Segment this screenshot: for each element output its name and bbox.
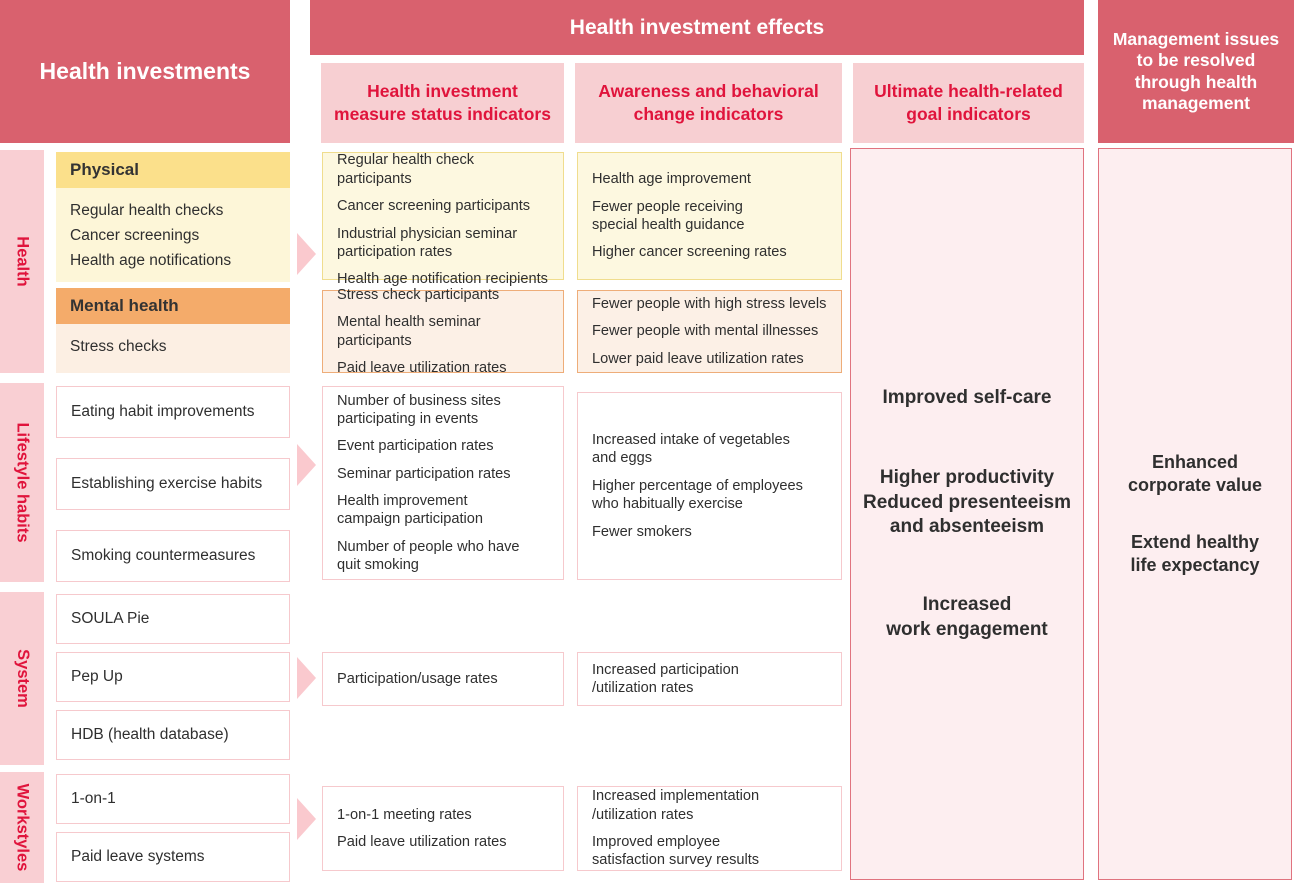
category-head-physical	[56, 152, 290, 188]
row-label-lifestyle-habits	[0, 383, 44, 582]
indicator-text: Health improvement campaign participation	[337, 493, 484, 528]
indicator-text: Event participation rates	[337, 438, 494, 455]
indicator-text: Higher percentage of employees who habitually exercise	[592, 477, 803, 513]
row-label-system	[0, 592, 44, 765]
indicator-text: Paid leave utilization rates	[337, 834, 507, 850]
investment-card-pep-up[interactable]	[56, 652, 290, 702]
investment-card-one-on-one[interactable]	[56, 774, 290, 824]
measure-box-system	[322, 652, 564, 706]
awareness-box-workstyles	[577, 786, 842, 871]
awareness-box-system	[577, 652, 842, 706]
investment-card-eating-habits[interactable]	[56, 386, 290, 438]
investment-card-label: Establishing exercise habits	[71, 475, 263, 492]
investment-card-label: SOULA Pie	[71, 610, 150, 627]
indicator-text: Stress check participants	[337, 286, 500, 303]
header-awareness-change-indicators-label: Awareness and behavioral change indicators	[598, 81, 819, 124]
goal-block: Increased work engagement	[886, 594, 1048, 640]
investment-item: Stress checks	[70, 338, 167, 355]
management-issues-panel	[1098, 148, 1292, 880]
investment-card-label: Smoking countermeasures	[71, 547, 256, 564]
indicator-text: Fewer smokers	[592, 523, 692, 540]
arrow-right-icon-health	[297, 233, 316, 275]
awareness-box-lifestyle	[577, 392, 842, 580]
investment-card-exercise-habits[interactable]	[56, 458, 290, 510]
category-body-mental-health	[56, 324, 290, 373]
indicator-text: Higher cancer screening rates	[592, 244, 787, 261]
header-ultimate-goal-indicators	[853, 63, 1084, 143]
indicator-text: Fewer people with high stress levels	[592, 295, 827, 312]
indicator-text: Improved employee satisfaction survey results	[592, 834, 760, 869]
header-measure-status-indicators-label: Health investment measure status indicators	[334, 81, 551, 124]
indicator-text: Industrial physician seminar participation rates	[337, 225, 518, 260]
indicator-text: Fewer people receiving special health guidance	[592, 198, 745, 233]
header-health-investment-effects-label: Health investment effects	[569, 15, 825, 39]
indicator-text: Seminar participation rates	[337, 465, 511, 482]
indicator-text: Health age improvement	[592, 171, 751, 188]
header-health-investment-effects	[310, 0, 1084, 55]
indicator-text: Participation/usage rates	[337, 670, 498, 687]
indicator-text: Increased intake of vegetables and eggs	[592, 432, 790, 467]
category-body-physical	[56, 188, 290, 282]
arrow-right-icon-lifestyle	[297, 444, 316, 486]
category-head-mental-health-label: Mental health	[70, 296, 179, 315]
row-label-workstyles-text: Workstyles	[13, 783, 32, 872]
measure-box-lifestyle	[322, 386, 564, 580]
indicator-text: Regular health check participants	[337, 152, 475, 187]
goal-block: Improved self-care	[882, 387, 1052, 409]
investment-card-label: Eating habit improvements	[71, 403, 255, 420]
investment-item: Health age notifications	[70, 252, 232, 270]
goal-block: Higher productivity Reduced presenteeism and absenteeism	[862, 467, 1072, 537]
arrow-right-icon-system	[297, 657, 316, 699]
investment-item: Cancer screenings	[70, 227, 200, 245]
measure-box-mental	[322, 286, 564, 376]
indicator-text: Increased implementation /utilization rates	[592, 788, 760, 823]
indicator-text: Fewer people with mental illnesses	[592, 323, 819, 340]
investment-card-paid-leave-systems[interactable]	[56, 832, 290, 882]
awareness-box-physical	[577, 152, 842, 280]
indicator-text: Lower paid leave utilization rates	[592, 350, 804, 367]
ultimate-goal-panel	[850, 148, 1084, 880]
investment-item: Regular health checks	[70, 202, 224, 219]
row-label-workstyles	[0, 772, 44, 883]
indicator-text: Number of business sites participating in events	[337, 392, 501, 427]
indicator-text: Mental health seminar participants	[337, 314, 481, 349]
arrow-right-icon-workstyles	[297, 798, 316, 840]
category-head-physical-label: Physical	[70, 160, 139, 179]
measure-box-physical	[322, 152, 564, 288]
indicator-text: Cancer screening participants	[337, 198, 531, 215]
header-management-issues	[1098, 0, 1294, 143]
investment-card-hdb[interactable]	[56, 710, 290, 760]
row-label-health-text: Health	[13, 236, 32, 287]
indicator-text: Health age notification recipients	[337, 271, 548, 288]
investment-card-smoking-countermeasures[interactable]	[56, 530, 290, 582]
row-label-lifestyle-habits-text: Lifestyle habits	[13, 422, 32, 543]
investment-card-soula-pie[interactable]	[56, 594, 290, 644]
row-label-system-text: System	[13, 649, 32, 708]
management-block: Enhanced corporate value	[1127, 451, 1263, 495]
indicator-text: 1-on-1 meeting rates	[337, 806, 472, 823]
header-management-issues-label: Management issues to be resolved through health management	[1112, 28, 1280, 113]
investment-card-label: 1-on-1	[71, 790, 116, 807]
investment-card-label: HDB (health database)	[71, 726, 229, 743]
category-head-mental-health	[56, 288, 290, 324]
header-measure-status-indicators	[321, 63, 564, 143]
header-health-investments-label: Health investments	[39, 58, 251, 85]
row-label-health	[0, 150, 44, 373]
indicator-text: Paid leave utilization rates	[337, 359, 507, 376]
indicator-text: Number of people who have quit smoking	[337, 538, 520, 574]
investment-card-label: Pep Up	[71, 668, 123, 685]
measure-box-workstyles	[322, 786, 564, 871]
indicator-text: Increased participation /utilization rates	[592, 661, 739, 696]
header-awareness-change-indicators	[575, 63, 842, 143]
awareness-box-mental	[577, 290, 842, 373]
management-block: Extend healthy life expectancy	[1130, 532, 1260, 576]
investment-card-label: Paid leave systems	[71, 848, 205, 865]
header-ultimate-goal-indicators-label: Ultimate health-related goal indicators	[874, 81, 1063, 124]
header-health-investments	[0, 0, 290, 143]
